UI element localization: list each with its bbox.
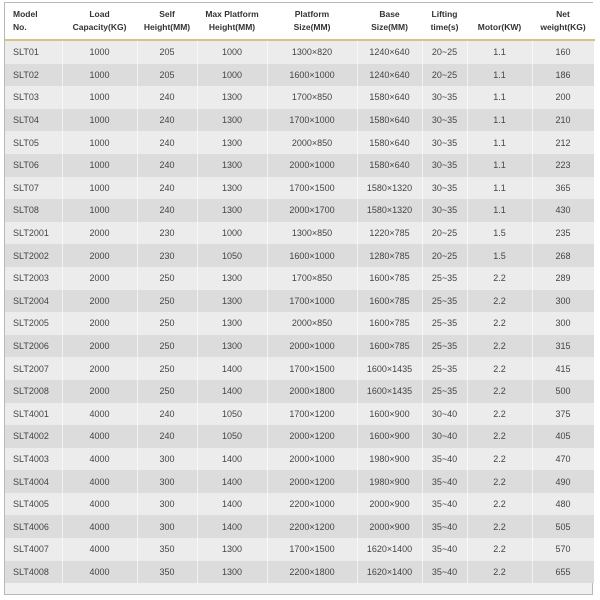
cell-model-no: SLT07 — [5, 177, 62, 200]
cell-model-no: SLT4008 — [5, 561, 62, 584]
cell-net-weight: 315 — [532, 335, 594, 358]
cell-motor: 1.1 — [467, 109, 532, 132]
table-row — [5, 290, 594, 313]
column-header-line: Height(MM) — [143, 22, 191, 32]
cell-net-weight: 210 — [532, 109, 594, 132]
cell-platform-size: 1700×1500 — [267, 177, 357, 200]
cell-net-weight: 570 — [532, 538, 594, 561]
column-header-line: weight(KG) — [540, 22, 586, 32]
cell-platform-size: 1600×1000 — [267, 64, 357, 87]
cell-base-size: 1600×1435 — [357, 357, 422, 380]
cell-motor: 2.2 — [467, 425, 532, 448]
cell-load-capacity: 1000 — [62, 131, 137, 154]
cell-net-weight: 160 — [532, 40, 594, 64]
cell-self-height: 240 — [137, 403, 197, 426]
cell-motor: 2.2 — [467, 335, 532, 358]
cell-base-size: 2000×900 — [357, 493, 422, 516]
cell-self-height: 250 — [137, 335, 197, 358]
cell-motor: 2.2 — [467, 515, 532, 538]
cell-self-height: 300 — [137, 493, 197, 516]
column-header-self-height — [137, 3, 197, 40]
cell-net-weight: 500 — [532, 380, 594, 403]
cell-net-weight: 268 — [532, 244, 594, 267]
cell-self-height: 300 — [137, 448, 197, 471]
cell-motor: 1.1 — [467, 177, 532, 200]
cell-load-capacity: 2000 — [62, 357, 137, 380]
cell-load-capacity: 1000 — [62, 86, 137, 109]
cell-max-platform-height: 1400 — [197, 448, 267, 471]
cell-model-no: SLT4004 — [5, 470, 62, 493]
cell-self-height: 230 — [137, 222, 197, 245]
cell-max-platform-height: 1050 — [197, 425, 267, 448]
cell-net-weight: 223 — [532, 154, 594, 177]
cell-platform-size: 1700×1200 — [267, 403, 357, 426]
table-row — [5, 403, 594, 426]
cell-load-capacity: 2000 — [62, 335, 137, 358]
cell-net-weight: 212 — [532, 131, 594, 154]
column-header-line: time(s) — [430, 22, 459, 32]
column-header-line: Capacity(KG) — [72, 22, 127, 32]
table-row — [5, 561, 594, 584]
cell-net-weight: 490 — [532, 470, 594, 493]
cell-lifting-time: 25~35 — [422, 380, 467, 403]
cell-platform-size: 1700×1000 — [267, 109, 357, 132]
cell-platform-size: 1300×850 — [267, 222, 357, 245]
cell-lifting-time: 30~35 — [422, 177, 467, 200]
column-header-line: Size(MM) — [293, 22, 331, 32]
cell-base-size: 1580×1320 — [357, 177, 422, 200]
cell-lifting-time: 20~25 — [422, 64, 467, 87]
cell-net-weight: 415 — [532, 357, 594, 380]
cell-lifting-time: 30~35 — [422, 86, 467, 109]
cell-motor: 1.5 — [467, 244, 532, 267]
table-header — [5, 3, 594, 40]
cell-model-no: SLT4003 — [5, 448, 62, 471]
cell-motor: 2.2 — [467, 470, 532, 493]
cell-max-platform-height: 1050 — [197, 244, 267, 267]
table-row — [5, 244, 594, 267]
cell-net-weight: 480 — [532, 493, 594, 516]
cell-max-platform-height: 1300 — [197, 131, 267, 154]
cell-motor: 2.2 — [467, 312, 532, 335]
cell-model-no: SLT03 — [5, 86, 62, 109]
cell-model-no: SLT06 — [5, 154, 62, 177]
column-header-line: Max Platform — [205, 9, 259, 19]
cell-base-size: 1580×640 — [357, 109, 422, 132]
cell-load-capacity: 1000 — [62, 199, 137, 222]
cell-platform-size: 2000×1000 — [267, 448, 357, 471]
cell-motor: 1.1 — [467, 64, 532, 87]
cell-motor: 2.2 — [467, 493, 532, 516]
cell-self-height: 250 — [137, 290, 197, 313]
cell-model-no: SLT4002 — [5, 425, 62, 448]
column-header-line — [467, 8, 532, 21]
cell-load-capacity: 2000 — [62, 244, 137, 267]
cell-max-platform-height: 1300 — [197, 312, 267, 335]
cell-load-capacity: 2000 — [62, 312, 137, 335]
cell-net-weight: 470 — [532, 448, 594, 471]
header-row — [5, 3, 594, 40]
cell-max-platform-height: 1300 — [197, 561, 267, 584]
cell-lifting-time: 25~35 — [422, 267, 467, 290]
cell-base-size: 1600×1435 — [357, 380, 422, 403]
cell-self-height: 300 — [137, 470, 197, 493]
table-row — [5, 64, 594, 87]
cell-lifting-time: 35~40 — [422, 470, 467, 493]
cell-lifting-time: 35~40 — [422, 538, 467, 561]
cell-base-size: 1600×900 — [357, 425, 422, 448]
cell-base-size: 1580×1320 — [357, 199, 422, 222]
cell-max-platform-height: 1000 — [197, 40, 267, 64]
table-row — [5, 515, 594, 538]
cell-motor: 2.2 — [467, 403, 532, 426]
table-row — [5, 109, 594, 132]
column-header-line: Lifting — [431, 9, 458, 19]
cell-lifting-time: 25~35 — [422, 312, 467, 335]
cell-base-size: 1280×785 — [357, 244, 422, 267]
table-row — [5, 448, 594, 471]
cell-max-platform-height: 1400 — [197, 470, 267, 493]
column-header-base-size — [357, 3, 422, 40]
cell-net-weight: 375 — [532, 403, 594, 426]
cell-self-height: 240 — [137, 154, 197, 177]
cell-max-platform-height: 1000 — [197, 222, 267, 245]
cell-load-capacity: 4000 — [62, 493, 137, 516]
cell-base-size: 1220×785 — [357, 222, 422, 245]
cell-model-no: SLT08 — [5, 199, 62, 222]
cell-base-size: 1240×640 — [357, 40, 422, 64]
cell-max-platform-height: 1300 — [197, 154, 267, 177]
cell-motor: 2.2 — [467, 538, 532, 561]
cell-lifting-time: 25~35 — [422, 290, 467, 313]
table-row — [5, 267, 594, 290]
cell-load-capacity: 1000 — [62, 64, 137, 87]
table-row — [5, 357, 594, 380]
cell-platform-size: 1700×850 — [267, 86, 357, 109]
cell-net-weight: 505 — [532, 515, 594, 538]
column-header-line: No. — [13, 22, 27, 32]
cell-lifting-time: 35~40 — [422, 448, 467, 471]
cell-base-size: 1580×640 — [357, 86, 422, 109]
cell-self-height: 205 — [137, 64, 197, 87]
cell-lifting-time: 20~25 — [422, 222, 467, 245]
cell-model-no: SLT2008 — [5, 380, 62, 403]
cell-net-weight: 655 — [532, 561, 594, 584]
cell-motor: 2.2 — [467, 561, 532, 584]
cell-base-size: 1580×640 — [357, 154, 422, 177]
table-row — [5, 154, 594, 177]
column-header-line: Platform — [294, 9, 330, 19]
cell-lifting-time: 30~35 — [422, 154, 467, 177]
table-row — [5, 312, 594, 335]
cell-max-platform-height: 1300 — [197, 267, 267, 290]
cell-model-no: SLT2004 — [5, 290, 62, 313]
cell-self-height: 250 — [137, 380, 197, 403]
cell-platform-size: 1700×850 — [267, 267, 357, 290]
cell-platform-size: 2000×1700 — [267, 199, 357, 222]
cell-platform-size: 2000×1800 — [267, 380, 357, 403]
cell-model-no: SLT4006 — [5, 515, 62, 538]
cell-self-height: 240 — [137, 177, 197, 200]
cell-base-size: 1620×1400 — [357, 538, 422, 561]
column-header-lifting-time — [422, 3, 467, 40]
cell-load-capacity: 4000 — [62, 425, 137, 448]
cell-max-platform-height: 1300 — [197, 177, 267, 200]
column-header-line: Size(MM) — [371, 22, 408, 32]
cell-self-height: 250 — [137, 357, 197, 380]
cell-platform-size: 2200×1800 — [267, 561, 357, 584]
cell-model-no: SLT4001 — [5, 403, 62, 426]
cell-net-weight: 289 — [532, 267, 594, 290]
cell-max-platform-height: 1400 — [197, 515, 267, 538]
cell-base-size: 1600×785 — [357, 335, 422, 358]
cell-net-weight: 365 — [532, 177, 594, 200]
cell-base-size: 2000×900 — [357, 515, 422, 538]
cell-lifting-time: 20~25 — [422, 244, 467, 267]
cell-self-height: 240 — [137, 86, 197, 109]
cell-load-capacity: 2000 — [62, 222, 137, 245]
table-row — [5, 425, 594, 448]
cell-net-weight: 200 — [532, 86, 594, 109]
cell-lifting-time: 30~35 — [422, 131, 467, 154]
table-body — [5, 40, 594, 583]
table-row — [5, 335, 594, 358]
cell-model-no: SLT02 — [5, 64, 62, 87]
column-header-line: Net — [556, 9, 570, 19]
cell-max-platform-height: 1300 — [197, 109, 267, 132]
cell-self-height: 230 — [137, 244, 197, 267]
cell-max-platform-height: 1400 — [197, 357, 267, 380]
cell-load-capacity: 2000 — [62, 380, 137, 403]
cell-lifting-time: 35~40 — [422, 493, 467, 516]
column-header-line: Model — [13, 9, 38, 19]
cell-max-platform-height: 1300 — [197, 335, 267, 358]
column-header-line: Load — [89, 9, 110, 19]
cell-load-capacity: 1000 — [62, 109, 137, 132]
table-row — [5, 538, 594, 561]
cell-self-height: 350 — [137, 561, 197, 584]
cell-model-no: SLT05 — [5, 131, 62, 154]
cell-model-no: SLT2001 — [5, 222, 62, 245]
cell-self-height: 240 — [137, 131, 197, 154]
cell-base-size: 1580×640 — [357, 131, 422, 154]
cell-self-height: 205 — [137, 40, 197, 64]
cell-motor: 2.2 — [467, 267, 532, 290]
cell-platform-size: 1300×820 — [267, 40, 357, 64]
cell-load-capacity: 4000 — [62, 515, 137, 538]
cell-base-size: 1600×785 — [357, 267, 422, 290]
cell-motor: 2.2 — [467, 290, 532, 313]
table-row — [5, 222, 594, 245]
column-header-line: Height(MM) — [208, 22, 256, 32]
cell-platform-size: 2200×1200 — [267, 515, 357, 538]
cell-load-capacity: 1000 — [62, 177, 137, 200]
cell-motor: 1.5 — [467, 222, 532, 245]
cell-base-size: 1600×900 — [357, 403, 422, 426]
cell-model-no: SLT2003 — [5, 267, 62, 290]
cell-max-platform-height: 1050 — [197, 403, 267, 426]
cell-max-platform-height: 1300 — [197, 199, 267, 222]
spec-table — [5, 3, 595, 583]
cell-lifting-time: 30~40 — [422, 425, 467, 448]
table-row — [5, 86, 594, 109]
cell-self-height: 350 — [137, 538, 197, 561]
cell-self-height: 300 — [137, 515, 197, 538]
cell-net-weight: 186 — [532, 64, 594, 87]
cell-load-capacity: 4000 — [62, 561, 137, 584]
cell-motor: 2.2 — [467, 448, 532, 471]
table-row — [5, 470, 594, 493]
cell-self-height: 240 — [137, 425, 197, 448]
cell-self-height: 250 — [137, 267, 197, 290]
cell-load-capacity: 1000 — [62, 40, 137, 64]
column-header-line: Base — [379, 9, 400, 19]
cell-platform-size: 2000×1200 — [267, 425, 357, 448]
cell-base-size: 1980×900 — [357, 470, 422, 493]
cell-platform-size: 2000×850 — [267, 312, 357, 335]
cell-load-capacity: 2000 — [62, 290, 137, 313]
cell-net-weight: 300 — [532, 290, 594, 313]
cell-base-size: 1600×785 — [357, 290, 422, 313]
column-header-net-weight — [532, 3, 594, 40]
cell-lifting-time: 25~35 — [422, 357, 467, 380]
cell-self-height: 240 — [137, 109, 197, 132]
column-header-line: Self — [159, 9, 175, 19]
cell-motor: 1.1 — [467, 131, 532, 154]
cell-motor: 1.1 — [467, 40, 532, 64]
cell-net-weight: 300 — [532, 312, 594, 335]
cell-base-size: 1600×785 — [357, 312, 422, 335]
cell-max-platform-height: 1300 — [197, 86, 267, 109]
cell-motor: 1.1 — [467, 199, 532, 222]
cell-platform-size: 1700×1500 — [267, 538, 357, 561]
column-header-motor — [467, 3, 532, 40]
cell-model-no: SLT01 — [5, 40, 62, 64]
cell-base-size: 1620×1400 — [357, 561, 422, 584]
cell-model-no: SLT2006 — [5, 335, 62, 358]
cell-lifting-time: 30~35 — [422, 199, 467, 222]
cell-self-height: 240 — [137, 199, 197, 222]
cell-lifting-time: 35~40 — [422, 515, 467, 538]
table-row — [5, 199, 594, 222]
cell-lifting-time: 25~35 — [422, 335, 467, 358]
cell-motor: 2.2 — [467, 380, 532, 403]
cell-max-platform-height: 1400 — [197, 380, 267, 403]
cell-self-height: 250 — [137, 312, 197, 335]
cell-lifting-time: 30~40 — [422, 403, 467, 426]
cell-model-no: SLT2002 — [5, 244, 62, 267]
cell-lifting-time: 20~25 — [422, 40, 467, 64]
column-header-max-platform-height — [197, 3, 267, 40]
cell-lifting-time: 30~35 — [422, 109, 467, 132]
cell-lifting-time: 35~40 — [422, 561, 467, 584]
cell-net-weight: 235 — [532, 222, 594, 245]
cell-platform-size: 2000×1000 — [267, 335, 357, 358]
cell-platform-size: 1600×1000 — [267, 244, 357, 267]
cell-model-no: SLT2007 — [5, 357, 62, 380]
spec-table-container — [4, 2, 593, 595]
cell-motor: 1.1 — [467, 154, 532, 177]
cell-model-no: SLT2005 — [5, 312, 62, 335]
cell-load-capacity: 2000 — [62, 267, 137, 290]
column-header-platform-size — [267, 3, 357, 40]
cell-net-weight: 405 — [532, 425, 594, 448]
cell-load-capacity: 4000 — [62, 470, 137, 493]
cell-platform-size: 1700×1500 — [267, 357, 357, 380]
cell-max-platform-height: 1300 — [197, 290, 267, 313]
cell-platform-size: 2200×1000 — [267, 493, 357, 516]
column-header-line: Motor(KW) — [477, 22, 522, 32]
cell-base-size: 1980×900 — [357, 448, 422, 471]
cell-load-capacity: 4000 — [62, 403, 137, 426]
cell-max-platform-height: 1400 — [197, 493, 267, 516]
cell-model-no: SLT04 — [5, 109, 62, 132]
cell-model-no: SLT4007 — [5, 538, 62, 561]
cell-platform-size: 1700×1000 — [267, 290, 357, 313]
cell-net-weight: 430 — [532, 199, 594, 222]
cell-max-platform-height: 1000 — [197, 64, 267, 87]
table-row — [5, 131, 594, 154]
table-row — [5, 177, 594, 200]
table-row — [5, 493, 594, 516]
cell-base-size: 1240×640 — [357, 64, 422, 87]
column-header-model-no — [5, 3, 62, 40]
column-header-load-capacity — [62, 3, 137, 40]
cell-motor: 2.2 — [467, 357, 532, 380]
cell-model-no: SLT4005 — [5, 493, 62, 516]
cell-load-capacity: 1000 — [62, 154, 137, 177]
cell-platform-size: 2000×850 — [267, 131, 357, 154]
cell-platform-size: 2000×1000 — [267, 154, 357, 177]
cell-platform-size: 2000×1200 — [267, 470, 357, 493]
cell-max-platform-height: 1300 — [197, 538, 267, 561]
cell-load-capacity: 4000 — [62, 448, 137, 471]
table-row — [5, 40, 594, 64]
table-row — [5, 380, 594, 403]
cell-motor: 1.1 — [467, 86, 532, 109]
cell-load-capacity: 4000 — [62, 538, 137, 561]
